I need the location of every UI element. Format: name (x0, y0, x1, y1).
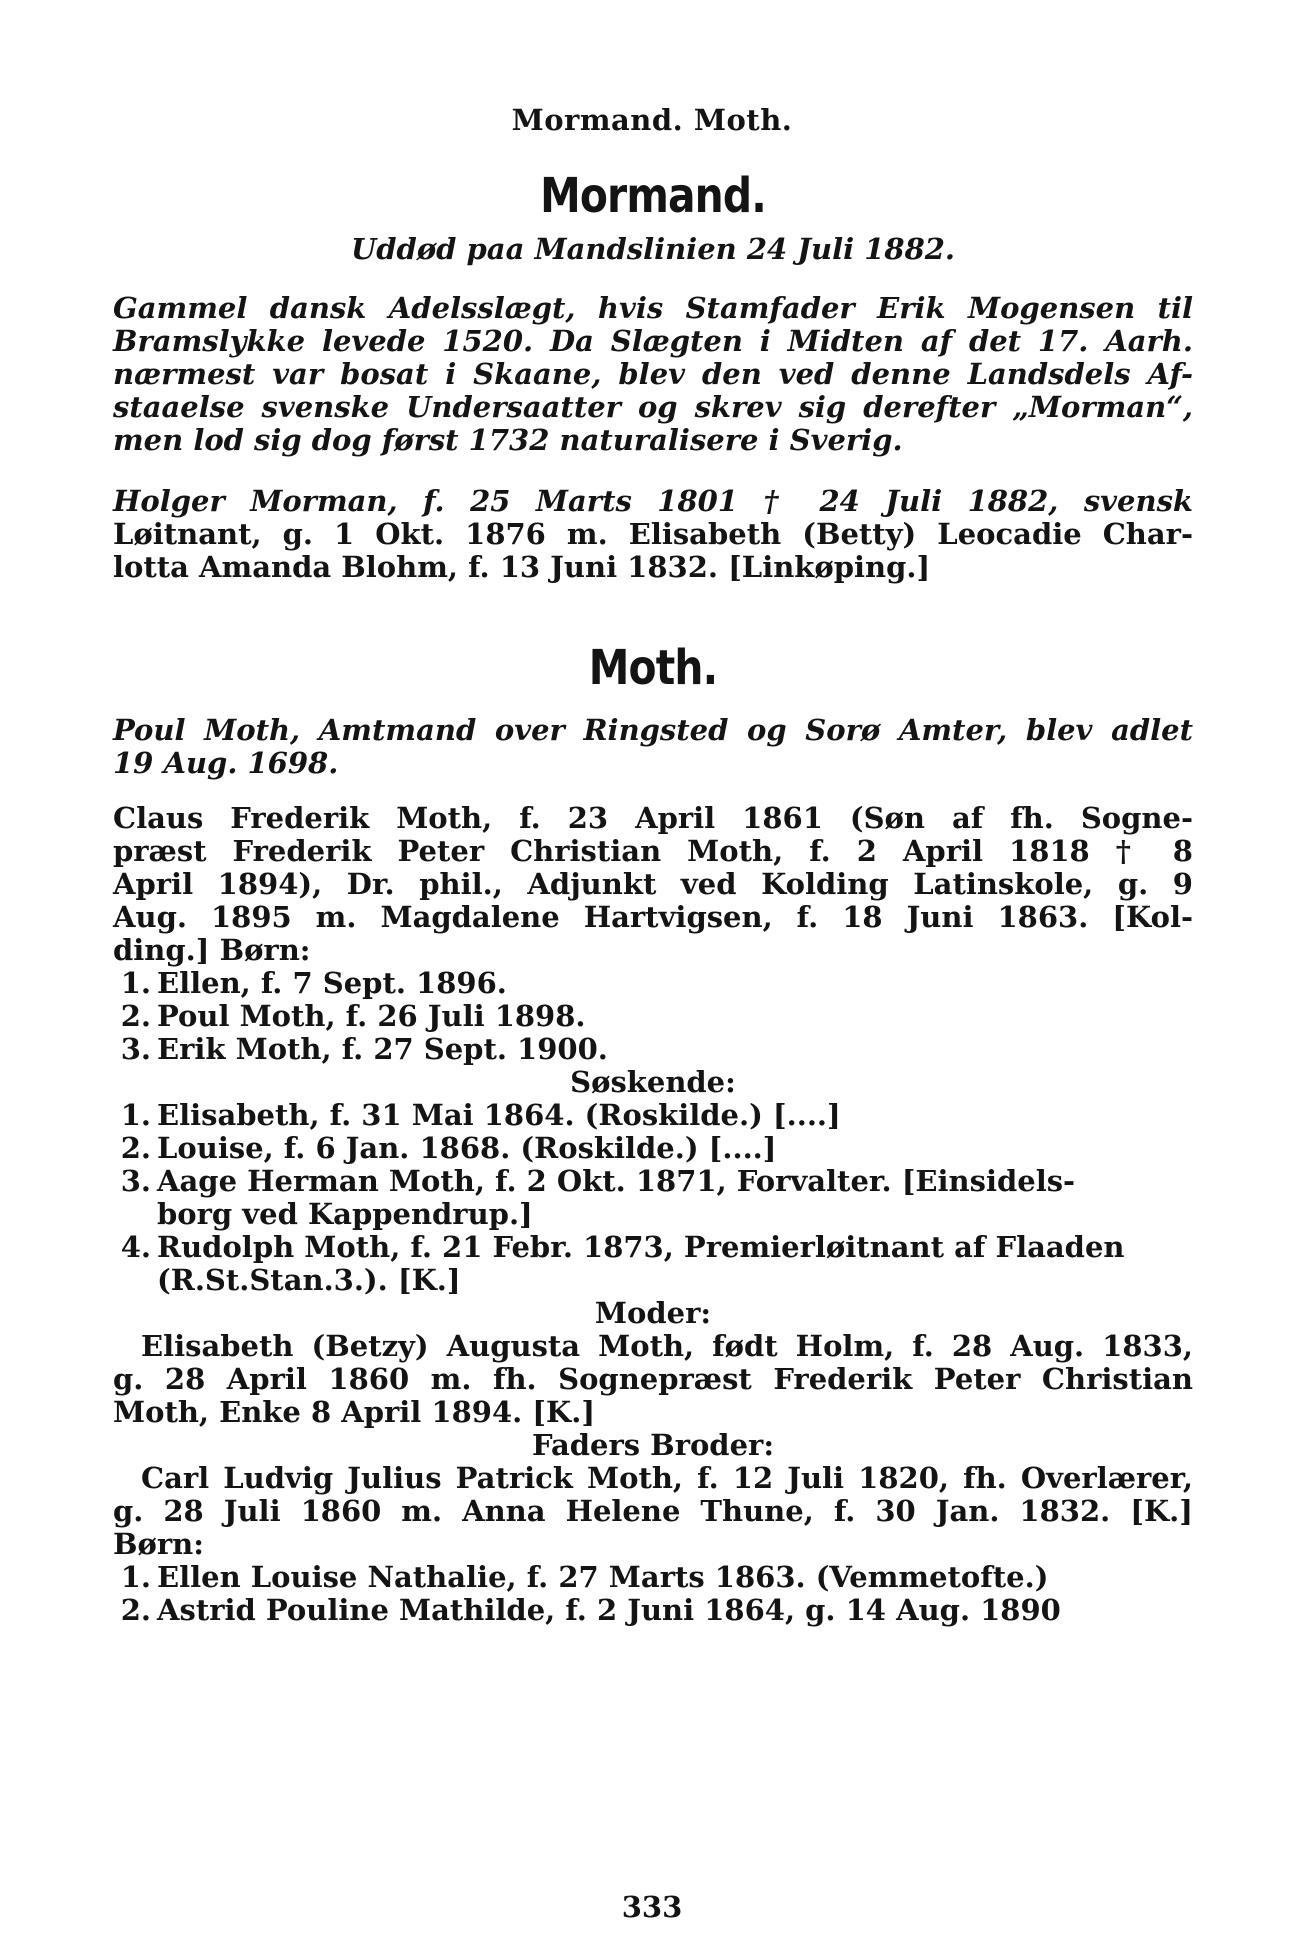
list-item: 4. Rudolph Moth, f. 21 Febr. 1873, Premierløitnant af Flaaden (120, 1230, 1125, 1264)
running-head: Mormand. Moth. (511, 103, 793, 137)
entry-line: Carl Ludvig Julius Patrick Moth, f. 12 Juli 1820, fh. Overlærer, (141, 1461, 1193, 1495)
entry-line: Børn: (113, 1527, 204, 1561)
list-item: 3. Erik Moth, f. 27 Sept. 1900. (120, 1032, 608, 1066)
mormand-intro (113, 292, 1193, 457)
intro-line: nærmest var bosat i Skaane, blev den ved denne Landsdels Af- (113, 357, 1193, 391)
entry-line: præst Frederik Peter Christian Moth, f. 2 April 1818 † 8 (113, 834, 1193, 868)
entry-line: g. 28 April 1860 m. fh. Sognepræst Frederik Peter Christian (113, 1362, 1193, 1396)
family-title-mormand: Mormand. (540, 168, 766, 224)
entry-line: lotta Amanda Blohm, f. 13 Juni 1832. [Linkøping.] (113, 550, 931, 584)
mother-heading: Moder: (594, 1296, 712, 1330)
intro-line: 19 Aug. 1698. (113, 746, 339, 780)
entry-line: Aug. 1895 m. Magdalene Hartvigsen, f. 18 Juni 1863. [Kol- (113, 900, 1193, 934)
entry-line: Claus Frederik Moth, f. 23 April 1861 (Søn af fh. Sogne- (113, 801, 1193, 835)
entry-line: Elisabeth (Betzy) Augusta Moth, født Holm, f. 28 Aug. 1833, (141, 1329, 1193, 1363)
list-item: 1. Elisabeth, f. 31 Mai 1864. (Roskilde.) [....] (120, 1098, 841, 1132)
list-item: 2. Poul Moth, f. 26 Juli 1898. (120, 999, 586, 1033)
entry-line: Løitnant, g. 1 Okt. 1876 m. Elisabeth (Betty) Leocadie Char- (113, 517, 1193, 551)
list-item: 1. Ellen, f. 7 Sept. 1896. (120, 966, 507, 1000)
section-mormand (113, 168, 1193, 584)
entry-line: Moth, Enke 8 April 1894. [K.] (113, 1395, 596, 1429)
entry-line: April 1894), Dr. phil., Adjunkt ved Kolding Latinskole, g. 9 (113, 867, 1193, 901)
list-item: 3. Aage Herman Moth, f. 2 Okt. 1871, Forvalter. [Einsidels- (120, 1164, 1076, 1198)
list-item: 1. Ellen Louise Nathalie, f. 27 Marts 1863. (Vemmetofte.) (120, 1560, 1049, 1594)
list-item-continuation: (R.St.Stan.3.). [K.] (157, 1263, 461, 1297)
intro-line: Bramslykke levede 1520. Da Slægten i Midten af det 17. Aarh. (113, 324, 1193, 358)
list-item-continuation: borg ved Kappendrup.] (157, 1197, 533, 1231)
moth-intro (113, 714, 1193, 780)
moth-entry (113, 802, 1193, 1627)
list-item: 2. Astrid Pouline Mathilde, f. 2 Juni 1864, g. 14 Aug. 1890 (120, 1593, 1061, 1627)
siblings-heading: Søskende: (570, 1065, 736, 1099)
mormand-entry (113, 485, 1193, 584)
entry-line: g. 28 Juli 1860 m. Anna Helene Thune, f. 30 Jan. 1832. [K.] (113, 1494, 1193, 1528)
extinct-note: Uddød paa Mandslinien 24 Juli 1882. (350, 232, 956, 266)
page-number: 333 (621, 1890, 683, 1924)
family-title-moth: Moth. (588, 640, 718, 696)
entry-line: Holger Morman, f. 25 Marts 1801 † 24 Juli 1882, svensk (113, 484, 1193, 518)
entry-line: ding.] Børn: (113, 933, 311, 967)
intro-line: staaelse svenske Undersaatter og skrev sig derefter „Morman“, (113, 390, 1193, 424)
list-item: 2. Louise, f. 6 Jan. 1868. (Roskilde.) [....] (120, 1131, 777, 1165)
section-moth (113, 640, 1193, 1627)
intro-line: Gammel dansk Adelsslægt, hvis Stamfader Erik Mogensen til (113, 291, 1193, 325)
intro-line: Poul Moth, Amtmand over Ringsted og Sorø Amter, blev adlet (113, 713, 1193, 747)
uncle-heading: Faders Broder: (531, 1428, 775, 1462)
intro-line: men lod sig dog først 1732 naturalisere i Sverig. (113, 423, 903, 457)
